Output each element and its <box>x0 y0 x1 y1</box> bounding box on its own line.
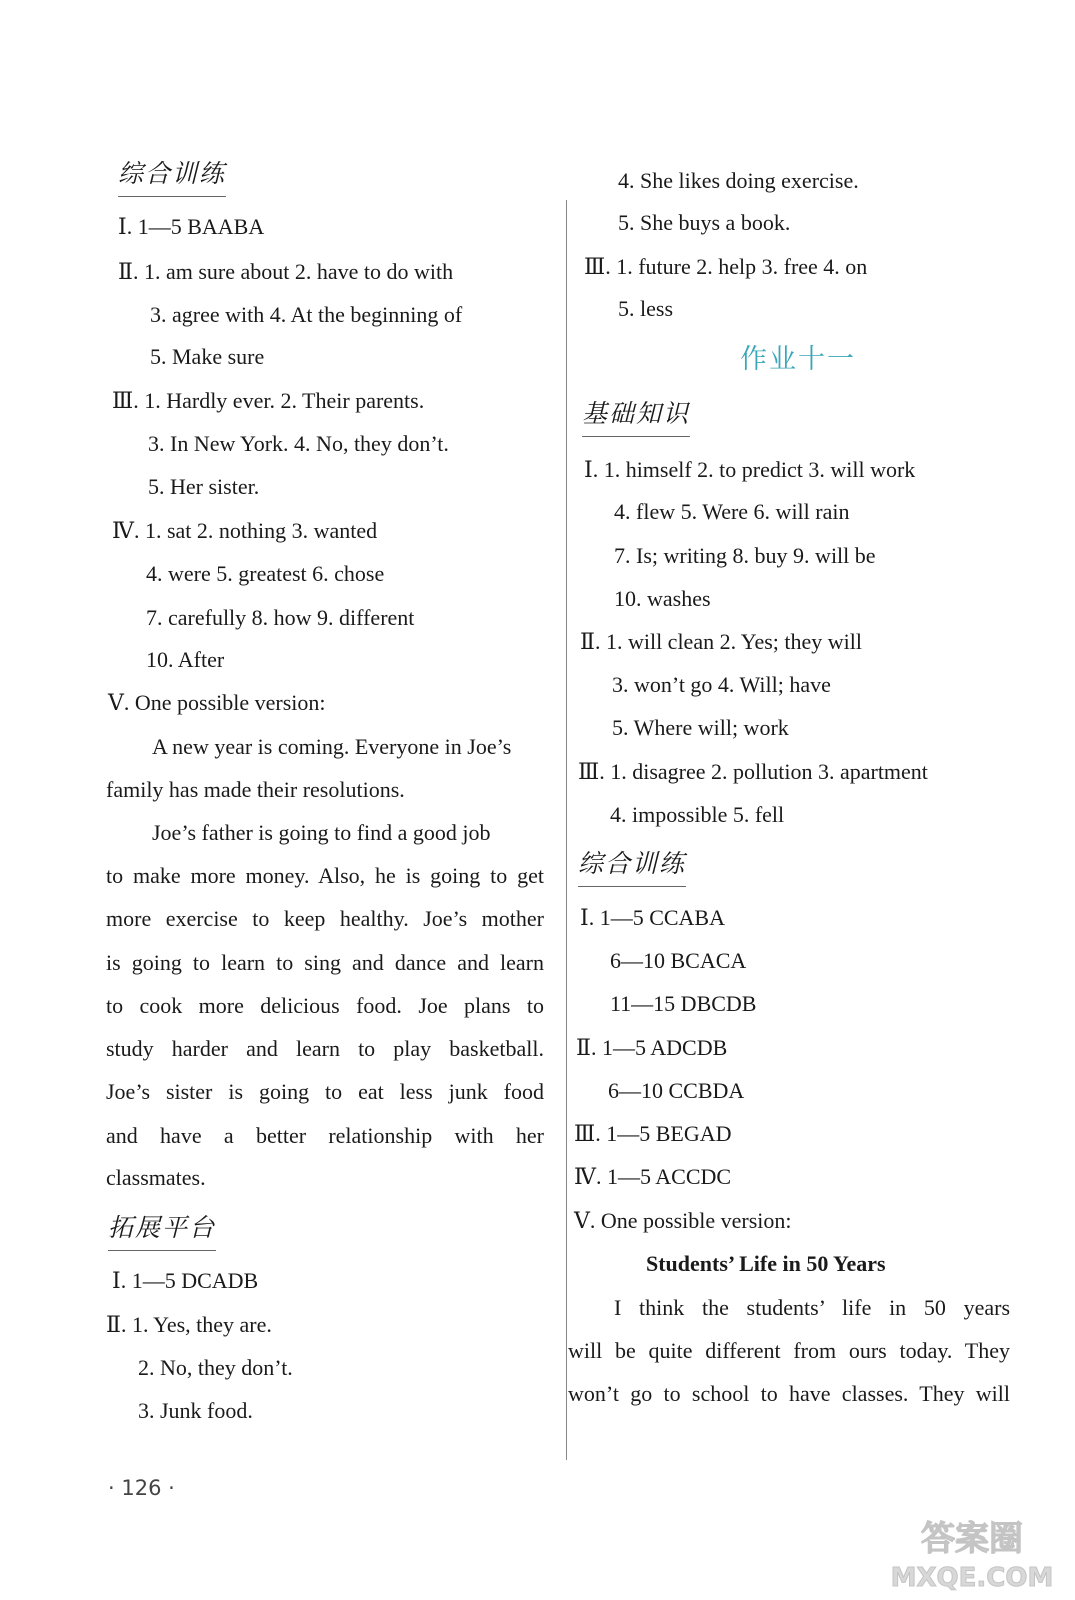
answer-line: 7. carefully 8. how 9. different <box>146 605 415 630</box>
section-heading-extension-platform: 拓展平台 <box>108 1212 216 1251</box>
answer-line: 3. In New York. 4. No, they don’t. <box>148 431 449 456</box>
answer-line: Ⅴ. One possible version: <box>574 1208 792 1233</box>
watermark-text: 答案圈 <box>921 1519 1023 1559</box>
watermark-logo <box>880 1512 1065 1594</box>
essay-title: Students’ Life in 50 Years <box>646 1251 886 1276</box>
answer-line: 3. agree with 4. At the beginning of <box>150 302 463 327</box>
answer-line: 7. Is; writing 8. buy 9. will be <box>614 543 876 568</box>
page-number: · 126 · <box>108 1476 175 1500</box>
answer-line: 10. After <box>146 647 225 672</box>
essay-line: classmates. <box>106 1165 206 1190</box>
answer-line: 2. No, they don’t. <box>138 1355 293 1380</box>
watermark-domain: MXQE.COM <box>890 1563 1054 1593</box>
answer-line: 4. flew 5. Were 6. will rain <box>614 499 850 524</box>
answer-line: Ⅲ. 1. disagree 2. pollution 3. apartment <box>578 759 928 784</box>
section-heading-comprehensive-training: 综合训练 <box>118 158 226 197</box>
answer-line: 5. Her sister. <box>148 474 260 499</box>
essay-line: is going to learn to sing and dance and learn <box>106 950 544 975</box>
answer-line: Ⅱ. 1. will clean 2. Yes; they will <box>580 629 862 654</box>
essay-line: Joe’s father is going to find a good job <box>152 820 491 845</box>
answer-line: 4. impossible 5. fell <box>610 802 785 827</box>
answer-line: Ⅰ. 1. himself 2. to predict 3. will work <box>584 457 916 482</box>
answer-line: 6—10 BCACA <box>610 948 747 973</box>
essay-line: and have a better relationship with her <box>106 1123 544 1148</box>
answer-line: 4. She likes doing exercise. <box>618 168 859 193</box>
essay-line: family has made their resolutions. <box>106 777 405 802</box>
answer-line: Ⅱ. 1. Yes, they are. <box>106 1312 272 1337</box>
answer-line: Ⅳ. 1. sat 2. nothing 3. wanted <box>112 518 378 543</box>
answer-line: Ⅱ. 1—5 ADCDB <box>576 1035 728 1060</box>
section-heading-basic-knowledge: 基础知识 <box>582 398 690 437</box>
answer-line: 11—15 DBCDB <box>610 991 757 1016</box>
column-divider <box>566 200 567 1460</box>
essay-line: study harder and learn to play basketball. <box>106 1036 544 1061</box>
answer-line: 3. Junk food. <box>138 1398 253 1423</box>
answer-line: Ⅲ. 1—5 BEGAD <box>574 1121 732 1146</box>
essay-line: will be quite different from ours today. They <box>568 1338 1010 1363</box>
essay-line: A new year is coming. Everyone in Joe’s <box>152 734 512 759</box>
section-heading-comprehensive-training: 综合训练 <box>578 848 686 887</box>
answer-line: 3. won’t go 4. Will; have <box>612 672 831 697</box>
essay-line: more exercise to keep healthy. Joe’s mother <box>106 906 544 931</box>
answer-line: Ⅳ. 1—5 ACCDC <box>574 1164 732 1189</box>
essay-line: won’t go to school to have classes. They will <box>568 1381 1010 1406</box>
essay-line: Joe’s sister is going to eat less junk food <box>106 1079 544 1104</box>
answer-line: 5. She buys a book. <box>618 210 791 235</box>
answer-line: Ⅱ. 1. am sure about 2. have to do with <box>118 259 454 284</box>
answer-line: Ⅲ. 1. Hardly ever. 2. Their parents. <box>112 388 425 413</box>
assignment-title: 作业十一 <box>740 344 856 375</box>
answer-line: 6—10 CCBDA <box>608 1078 745 1103</box>
answer-line: Ⅰ. 1—5 CCABA <box>580 905 725 930</box>
essay-line: to make more money. Also, he is going to get <box>106 863 544 888</box>
answer-line: 10. washes <box>614 586 711 611</box>
essay-line: to cook more delicious food. Joe plans to <box>106 993 544 1018</box>
answer-line: 5. Where will; work <box>612 715 789 740</box>
answer-line: 4. were 5. greatest 6. chose <box>146 561 385 586</box>
answer-line: Ⅴ. One possible version: <box>108 690 326 715</box>
answer-line: Ⅰ. 1—5 DCADB <box>112 1268 259 1293</box>
essay-line: I think the students’ life in 50 years <box>614 1295 1010 1320</box>
answer-line: 5. less <box>618 296 673 321</box>
answer-line: 5. Make sure <box>150 344 265 369</box>
answer-line: Ⅲ. 1. future 2. help 3. free 4. on <box>584 254 868 279</box>
answer-line: Ⅰ. 1—5 BAABA <box>118 214 265 239</box>
